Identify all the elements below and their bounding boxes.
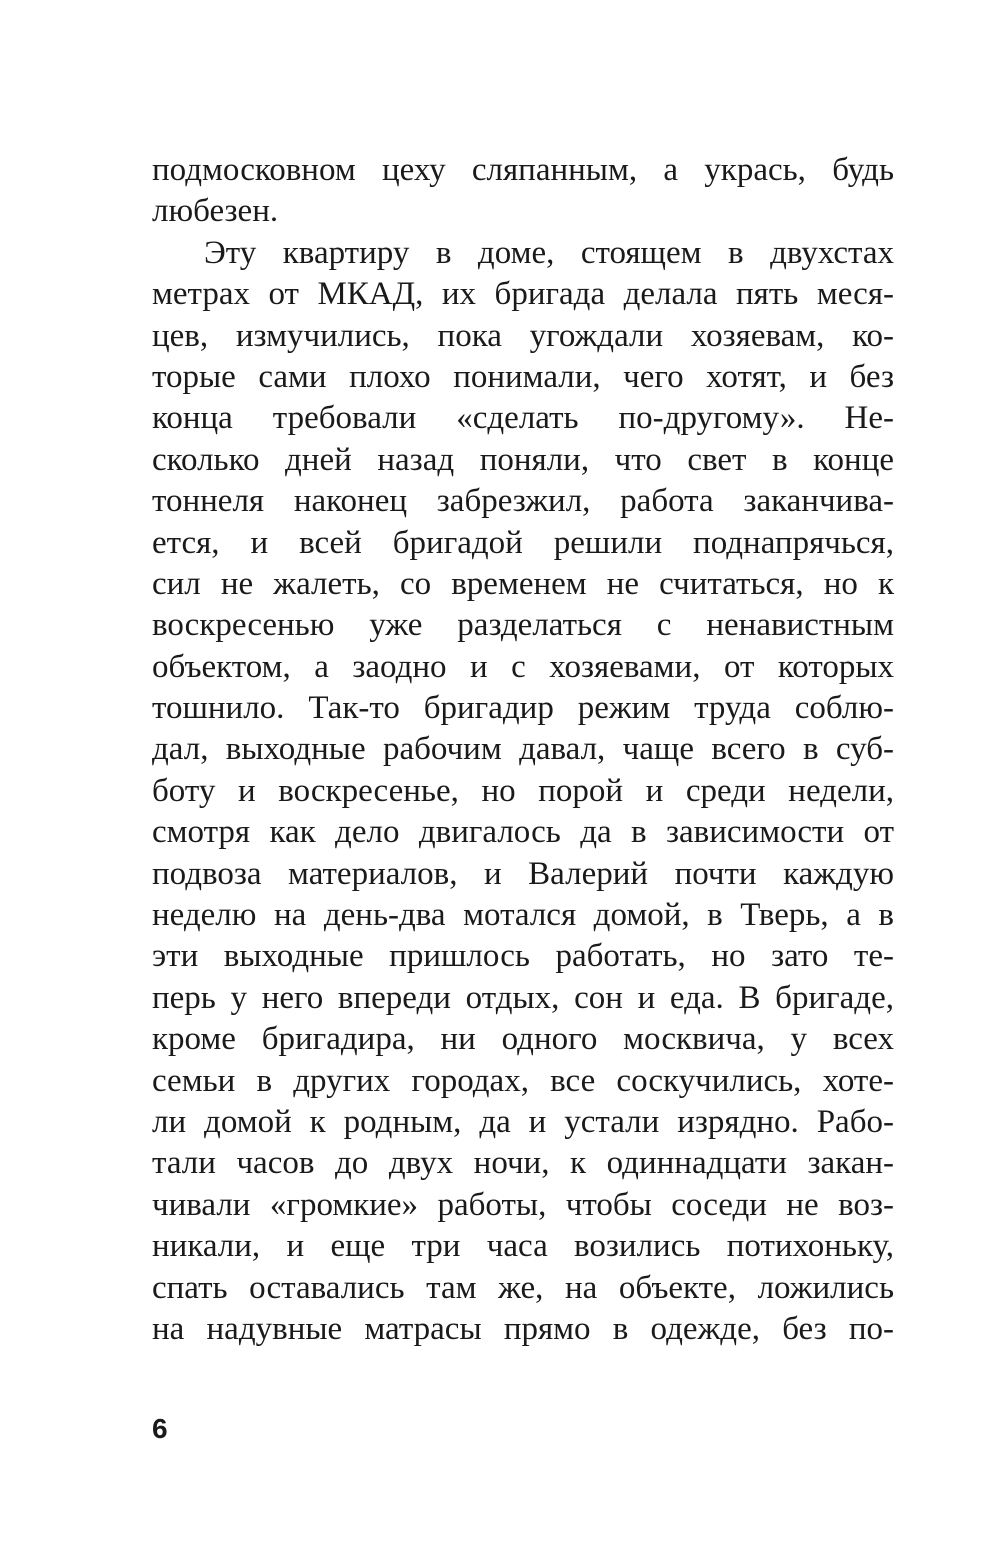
text-line: торые сами плохо понимали, чего хотят, и без xyxy=(152,358,894,395)
text-line: ли домой к родным, да и устали изрядно. Рабо- xyxy=(152,1103,894,1140)
text-line: объектом, а заодно и с хозяевами, от которых xyxy=(152,648,894,685)
text-line: семьи в других городах, все соскучились, хоте- xyxy=(152,1062,894,1099)
text-line: тошнило. Так-то бригадир режим труда соблю- xyxy=(152,690,894,727)
text-line: тоннеля наконец забрезжил, работа заканчива- xyxy=(152,483,894,520)
text-line: эти выходные пришлось работать, но зато те- xyxy=(152,938,894,975)
text-line: воскресенью уже разделаться с ненавистным xyxy=(152,607,894,644)
text-line: подмосковном цеху сляпанным, а укрась, будь xyxy=(152,152,894,188)
text-line: смотря как дело двигалось да в зависимости от xyxy=(152,814,894,851)
text-line: любезен. xyxy=(152,193,279,230)
text-line: тали часов до двух ночи, к одиннадцати закан- xyxy=(152,1145,894,1182)
text-line: никали, и еще три часа возились потихоньку, xyxy=(152,1228,894,1265)
text-line: спать оставались там же, на объекте, ложились xyxy=(152,1269,894,1306)
page-number: 6 xyxy=(152,1413,168,1444)
text-line: на надувные матрасы прямо в одежде, без по- xyxy=(152,1310,894,1347)
text-line: перь у него впереди отдых, сон и еда. В бригаде, xyxy=(152,979,894,1016)
text-line: чивали «громкие» работы, чтобы соседи не воз- xyxy=(152,1186,894,1223)
body-text xyxy=(152,150,894,1350)
text-line: кроме бригадира, ни одного москвича, у всех xyxy=(152,1021,894,1058)
text-line: сил не жалеть, со временем не считаться, но к xyxy=(152,565,894,602)
text-line: подвоза материалов, и Валерий почти каждую xyxy=(152,855,894,892)
text-line: цев, измучились, пока угождали хозяевам, ко- xyxy=(152,317,894,354)
text-line: дал, выходные рабочим давал, чаще всего в суб- xyxy=(152,731,894,768)
text-line: сколько дней назад поняли, что свет в конце xyxy=(152,441,894,478)
text-line: конца требовали «сделать по-другому». Не- xyxy=(152,400,894,437)
text-line: неделю на день-два мотался домой, в Тверь, а в xyxy=(152,897,894,934)
text-line: боту и воскресенье, но порой и среди недели, xyxy=(152,772,894,809)
text-line: метрах от МКАД, их бригада делала пять меся- xyxy=(152,276,894,313)
text-line: Эту квартиру в доме, стоящем в двухстах xyxy=(204,234,894,271)
text-line: ется, и всей бригадой решили поднапрячься, xyxy=(152,524,894,561)
